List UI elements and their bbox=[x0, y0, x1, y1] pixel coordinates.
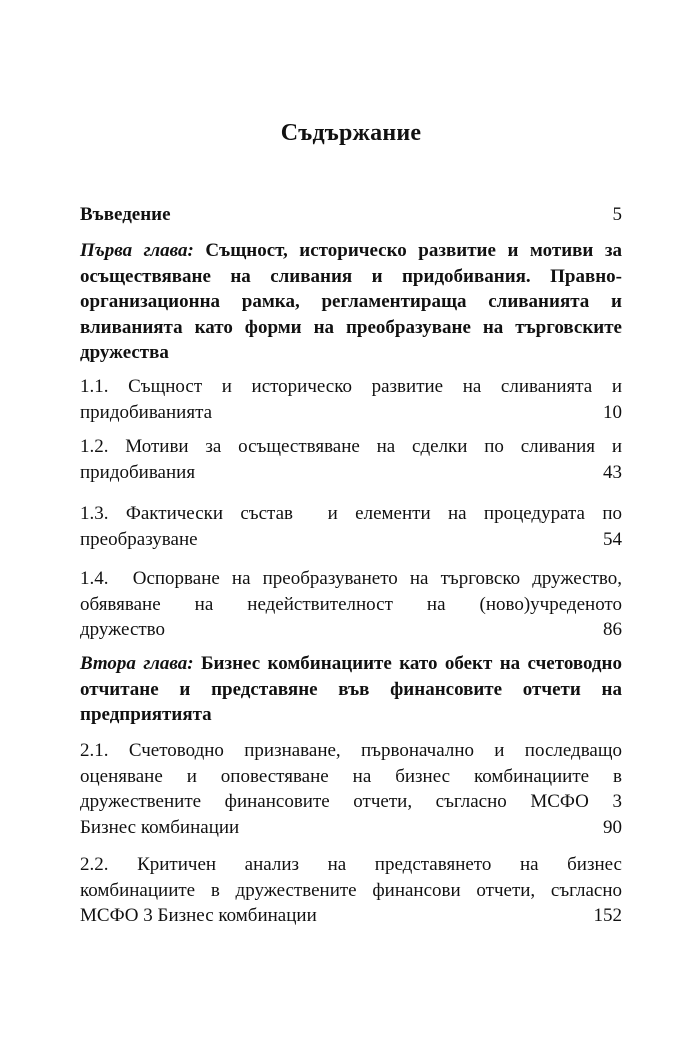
entry-1-4-line-3: дружество bbox=[80, 619, 166, 640]
toc-entry-1-3 bbox=[80, 501, 622, 552]
chapter-2-line-1 bbox=[80, 651, 622, 677]
entry-1-3-line-1: 1.3. Фактически състав и елементи на процедурата по bbox=[80, 503, 622, 524]
entry-2-1-page-number: 90 bbox=[603, 816, 622, 838]
toc-entry-1-4 bbox=[80, 566, 622, 643]
entry-1-3-page-number: 54 bbox=[603, 528, 622, 550]
entry-1-3-last-line bbox=[80, 527, 622, 553]
chapter-1-line-5: дружества bbox=[80, 342, 169, 363]
entry-1-2-line-2: придобивания bbox=[80, 461, 196, 483]
entry-2-1-last-line bbox=[80, 815, 622, 841]
toc-entry-introduction bbox=[80, 202, 622, 228]
entry-2-2-line-3: МСФО 3 Бизнес комбинации bbox=[80, 905, 317, 926]
toc-entry-1-2 bbox=[80, 434, 622, 485]
entry-1-2-line-1: 1.2. Мотиви за осъществяване на сделки по сливания и bbox=[80, 436, 622, 457]
chapter-1-line-4: вливанията като форми на преобразуване на търговските bbox=[80, 316, 622, 338]
entry-1-1-last-line bbox=[80, 400, 622, 426]
toc-page bbox=[80, 0, 622, 1050]
entry-1-4-line-2: обявяване на недействителност на (ново)учреденото bbox=[80, 593, 622, 615]
chapter-1-line-3: организационна рамка, регламентираща сливанията и bbox=[80, 291, 622, 312]
entry-2-2-last-line bbox=[80, 903, 622, 929]
entry-1-4-line-1: 1.4. Оспорване на преобразуването на търговско дружество, bbox=[80, 568, 622, 589]
entry-2-2-page-number: 152 bbox=[593, 905, 622, 926]
entry-1-3-line-2: преобразуване bbox=[80, 528, 198, 550]
toc-chapter-1 bbox=[80, 238, 622, 366]
chapter-2-label: Втора глава: bbox=[80, 653, 194, 674]
toc-entry-2-1 bbox=[80, 738, 622, 840]
intro-label: Въведение bbox=[80, 204, 171, 225]
entry-2-1-line-3: дружествените финансовите отчети, съгласно МСФО 3 bbox=[80, 791, 622, 812]
entry-1-1-line-1: 1.1. Същност и историческо развитие на сливанията и bbox=[80, 376, 622, 397]
chapter-1-title-part-1: Същност, историческо развитие и мотиви за bbox=[205, 240, 623, 261]
toc-chapter-2 bbox=[80, 651, 622, 728]
intro-page-number: 5 bbox=[612, 204, 622, 225]
toc-entry-1-1 bbox=[80, 374, 622, 425]
chapter-1-label: Първа глава: bbox=[80, 240, 194, 261]
entry-2-1-line-2: оценяване и оповестяване на бизнес комбинациите в bbox=[80, 765, 622, 787]
entry-1-2-page-number: 43 bbox=[603, 461, 622, 483]
entry-2-2-line-1: 2.2. Критичен анализ на представянето на бизнес bbox=[80, 854, 622, 875]
chapter-2-line-2: отчитане и представяне във финансовите отчети на bbox=[80, 678, 622, 700]
entry-1-1-page-number: 10 bbox=[603, 401, 622, 423]
chapter-2-line-3: предприятията bbox=[80, 704, 212, 725]
entry-2-2-line-2: комбинациите в дружествените финансови отчети, съгласно bbox=[80, 879, 622, 901]
entry-1-4-page-number: 86 bbox=[603, 619, 622, 640]
entry-2-1-line-4: Бизнес комбинации bbox=[80, 816, 240, 838]
entry-1-1-line-2: придобиванията bbox=[80, 401, 213, 423]
entry-2-1-line-1: 2.1. Счетоводно признаване, първоначално и последващо bbox=[80, 740, 622, 761]
chapter-1-line-1 bbox=[80, 238, 622, 264]
chapter-1-line-2: осъществяване на сливания и придобивания. Правно- bbox=[80, 265, 622, 287]
entry-1-4-last-line bbox=[80, 617, 622, 643]
toc-title: Съдържание bbox=[280, 120, 422, 146]
toc-entry-2-2 bbox=[80, 852, 622, 929]
entry-1-2-last-line bbox=[80, 460, 622, 486]
chapter-2-title-part-1: Бизнес комбинациите като обект на счетоводно bbox=[200, 653, 622, 674]
